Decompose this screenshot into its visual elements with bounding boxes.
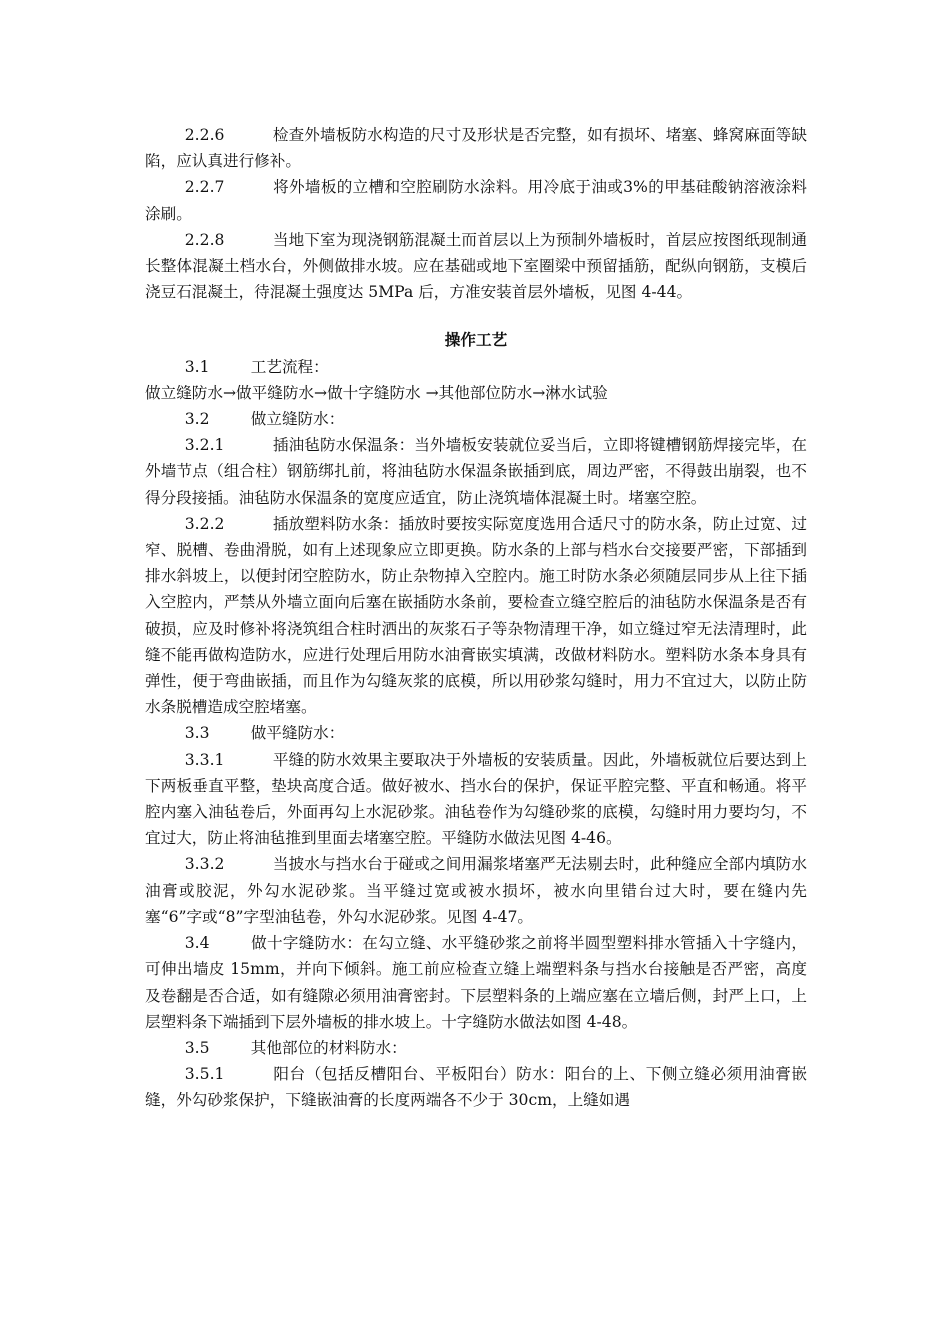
paragraph-3-3 <box>145 720 807 746</box>
paragraph-3-4 <box>145 930 807 1035</box>
clause-text: 做立缝防水： <box>250 410 345 429</box>
clause-text: 做十字缝防水：在勾立缝、水平缝砂浆之前将半圆型塑料排水管插入十字缝内，可伸出墙皮 15mm，并向下倾斜。施工前应检查立缝上端塑料条与挡水台接触是否严密，高度及卷翻是否合适，如有缝隙必须用油膏密封。下层塑料条的上端应塞在立墙后侧，封严上口，上层塑料条下端插到下层外墙板的排水坡上。十字缝防水做法如图 4-48。 <box>145 934 807 1031</box>
process-flow: 做立缝防水→做平缝防水→做十字缝防水 →其他部位防水→淋水试验 <box>145 383 608 402</box>
clause-text: 阳台（包括反槽阳台、平板阳台）防水：阳台的上、下侧立缝必须用油膏嵌缝，外勾砂浆保护，下缝嵌油膏的长度两端各不少于 30cm，上缝如遇 <box>145 1065 807 1110</box>
section-title: 操作工艺 <box>444 331 508 350</box>
clause-text: 当地下室为现浇钢筋混凝土而首层以上为预制外墙板时，首层应按图纸现制通长整体混凝土档水台，外侧做排水坡。应在基础或地下室圈梁中预留插筋，配纵向钢筋，支模后浇豆石混凝土，待混凝土强度达 5MPa 后，方准安装首层外墙板，见图 4-44。 <box>145 230 807 302</box>
paragraph-3-3-1 <box>145 747 807 852</box>
clause-text: 插油毡防水保温条：当外墙板安装就位妥当后，立即将键槽钢筋焊接完毕，在外墙节点（组合柱）钢筋绑扎前，将油毡防水保温条嵌插到底，周边严密，不得鼓出崩裂，也不得分段接插。油毡防水保温条的宽度应适宜，防止浇筑墙体混凝土时。堵塞空腔。 <box>145 436 807 507</box>
clause-number: 3.5 <box>184 1038 210 1057</box>
clause-number: 3.3 <box>184 724 210 743</box>
clause-text: 将外墙板的立槽和空腔刷防水涂料。用冷底于油或3%的甲基硅酸钠溶液涂料涂刷。 <box>145 178 807 223</box>
clause-text: 工艺流程： <box>250 357 329 376</box>
clause-number: 3.5.1 <box>184 1065 225 1084</box>
clause-number: 3.4 <box>184 934 210 953</box>
paragraph-3-2-1 <box>145 432 807 511</box>
paragraph-3-3-2 <box>145 851 807 930</box>
clause-text: 插放塑料防水条：插放时要按实际宽度选用合适尺寸的防水条，防止过宽、过窄、脱槽、卷曲滑脱，如有上述现象应立即更换。防水条的上部与档水台交接要严密，下部插到排水斜坡上，以便封闭空腔防水，防止杂物掉入空腔内。施工时防水条必须随层同步从上往下插入空腔内，严禁从外墙立面向后塞在嵌插防水条前，要检查立缝空腔后的油毡防水保温条是否有破损，应及时修补将浇筑组合柱时洒出的灰浆石子等杂物清理干净，如立缝过窄无法清理时，此缝不能再做构造防水，应进行处理后用防水油膏嵌实填满，改做材料防水。塑料防水条本身具有弹性，便于弯曲嵌插，而且作为勾缝灰浆的底模，所以用砂浆勾缝时，用力不宜过大，以防止防水条脱槽造成空腔堵塞。 <box>145 514 807 717</box>
clause-text: 当披水与挡水台于碰或之间用漏浆堵塞严无法剔去时，此种缝应全部内填防水油膏或胶泥，外勾水泥砂浆。当平缝过宽或被水损坏，被水向里错台过大时，要在缝内先塞“6”字或“8”字型油毡卷，外勾水泥砂浆。见图 4-47。 <box>145 855 807 926</box>
clause-number: 3.2.2 <box>184 514 225 533</box>
paragraph-2-2-8 <box>145 227 807 306</box>
paragraph-3-2-2 <box>145 511 807 721</box>
paragraph-3-5 <box>145 1035 807 1061</box>
paragraph-2-2-6 <box>145 122 807 174</box>
paragraph-3-1 <box>145 354 807 380</box>
clause-number: 2.2.6 <box>184 126 225 144</box>
clause-text: 平缝的防水效果主要取决于外墙板的安装质量。因此，外墙板就位后要达到上下两板垂直平整，垫块高度合适。做好被水、挡水台的保护，保证平腔完整、平直和畅通。将平腔内塞入油毡卷后，外面再勾上水泥砂浆。油毡卷作为勾缝砂浆的底模，勾缝时用力要均匀，不宜过大，防止将油毡推到里面去堵塞空腔。平缝防水做法见图 4-46。 <box>145 750 807 848</box>
document-body <box>145 122 807 1114</box>
clause-number: 3.1 <box>184 357 210 376</box>
clause-number: 2.2.7 <box>184 178 225 197</box>
clause-text: 其他部位的材料防水： <box>250 1038 407 1057</box>
clause-number: 2.2.8 <box>184 230 225 249</box>
clause-number: 3.3.2 <box>184 855 225 874</box>
clause-text: 做平缝防水： <box>250 724 345 743</box>
clause-text: 检查外墙板防水构造的尺寸及形状是否完整，如有损坏、堵塞、蜂窝麻面等缺陷，应认真进行修补。 <box>145 126 807 171</box>
clause-number: 3.2 <box>184 410 210 429</box>
clause-number: 3.2.1 <box>184 436 225 455</box>
paragraph-3-2 <box>145 406 807 432</box>
clause-number: 3.3.1 <box>184 750 225 769</box>
paragraph-3-5-1 <box>145 1061 807 1113</box>
paragraph-2-2-7 <box>145 174 807 226</box>
